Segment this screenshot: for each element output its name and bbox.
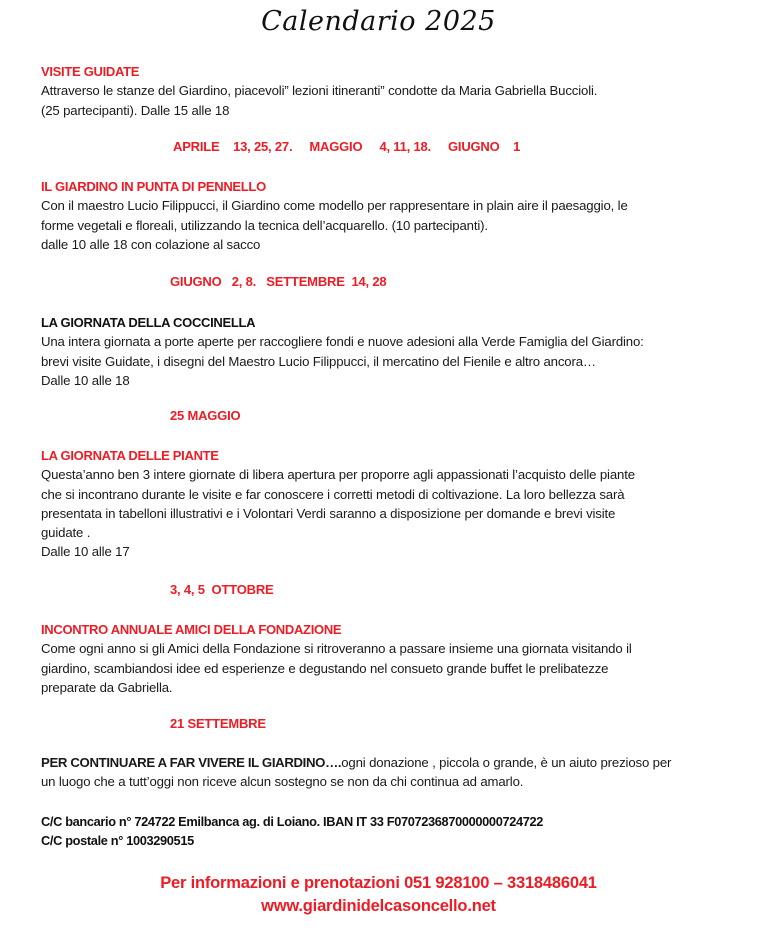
page-title: Calendario 2025 (261, 6, 496, 37)
section-text-line: brevi visite Guidate, i disegni del Maestro Lucio Filippucci, il mercatino del Fienile e altro ancora… (41, 353, 596, 369)
section-text-line: Dalle 10 alle 17 (41, 544, 130, 560)
donation-appeal (41, 753, 731, 792)
section-punta-di-pennello (41, 177, 731, 254)
donation-text-line: un luogo che a tutt’oggi non riceve alcun sostegno se non da chi continua ad amarlo. (41, 774, 524, 790)
section-incontro-annuale (41, 620, 731, 697)
postal-account: C/C postale n° 1003290515 (41, 833, 194, 848)
section-visite-guidate (41, 62, 731, 120)
section-text-line: Dalle 10 alle 18 (41, 372, 130, 388)
section-dates: GIUGNO 2, 8. SETTEMBRE 14, 28 (170, 274, 387, 289)
section-text-line: che si incontrano durante le visite e far conoscere i corretti metodi di coltivazione. La loro bellezza sarà (41, 486, 625, 502)
section-heading: IL GIARDINO IN PUNTA DI PENNELLO (41, 179, 266, 194)
donation-text: ogni donazione , piccola o grande, è un aiuto prezioso per (341, 755, 672, 770)
bank-account: C/C bancario n° 724722 Emilbanca ag. di Loiano. IBAN IT 33 F0707236870000000724722 (41, 814, 544, 829)
section-text-line: preparate da Gabriella. (41, 679, 173, 695)
section-text-line: forme vegetali e floreali, utilizzando la tecnica dell’acquarello. (10 partecipanti). (41, 217, 488, 233)
section-dates: 21 SETTEMBRE (170, 716, 266, 731)
section-heading: LA GIORNATA DELLE PIANTE (41, 448, 219, 463)
section-text-line: giardino, scambiandosi idee ed esperienze e degustando nel consueto grande buffet le prelibatezze (41, 660, 609, 676)
section-heading: VISITE GUIDATE (41, 64, 140, 79)
section-text-line: presentata in tabelloni illustrativi e i Volontari Verdi saranno a disposizione per domande e brevi visite (41, 505, 616, 521)
section-text-line: dalle 10 alle 18 con colazione al sacco (41, 236, 261, 252)
section-text-line: Questa’anno ben 3 intere giornate di libera apertura per proporre agli appassionati l’acquisto delle piante (41, 467, 635, 483)
section-piante (41, 446, 731, 562)
section-text-line: (25 partecipanti). Dalle 15 alle 18 (41, 102, 230, 118)
website-link[interactable]: www.giardinidelcasoncello.net (261, 897, 496, 915)
contact-info: Per informazioni e prenotazioni 051 928100 – 3318486041 (160, 874, 597, 892)
section-heading: INCONTRO ANNUALE AMICI DELLA FONDAZIONE (41, 622, 342, 637)
section-dates: 3, 4, 5 OTTOBRE (170, 582, 274, 597)
section-coccinella (41, 313, 731, 390)
donation-lead: PER CONTINUARE A FAR VIVERE IL GIARDINO…. (41, 755, 342, 770)
section-dates: APRILE 13, 25, 27. MAGGIO 4, 11, 18. GIUGNO 1 (173, 139, 521, 154)
section-text-line: Una intera giornata a porte aperte per raccogliere fondi e nuove adesioni alla Verde Famiglia del Giardino: (41, 334, 644, 350)
section-text-line: Come ogni anno si gli Amici della Fondazione si ritroveranno a passare insieme una giornata visitando il (41, 641, 632, 657)
section-heading: LA GIORNATA DELLA COCCINELLA (41, 315, 256, 330)
section-text-line: guidate . (41, 525, 91, 541)
section-dates: 25 MAGGIO (170, 408, 241, 423)
section-text-line: Con il maestro Lucio Filippucci, il Giardino come modello per rappresentare in plain aire il paesaggio, le (41, 198, 628, 214)
section-text-line: Attraverso le stanze del Giardino, piacevoli” lezioni itineranti” condotte da Maria Gabriella Buccioli. (41, 83, 598, 99)
bank-details (41, 812, 543, 850)
